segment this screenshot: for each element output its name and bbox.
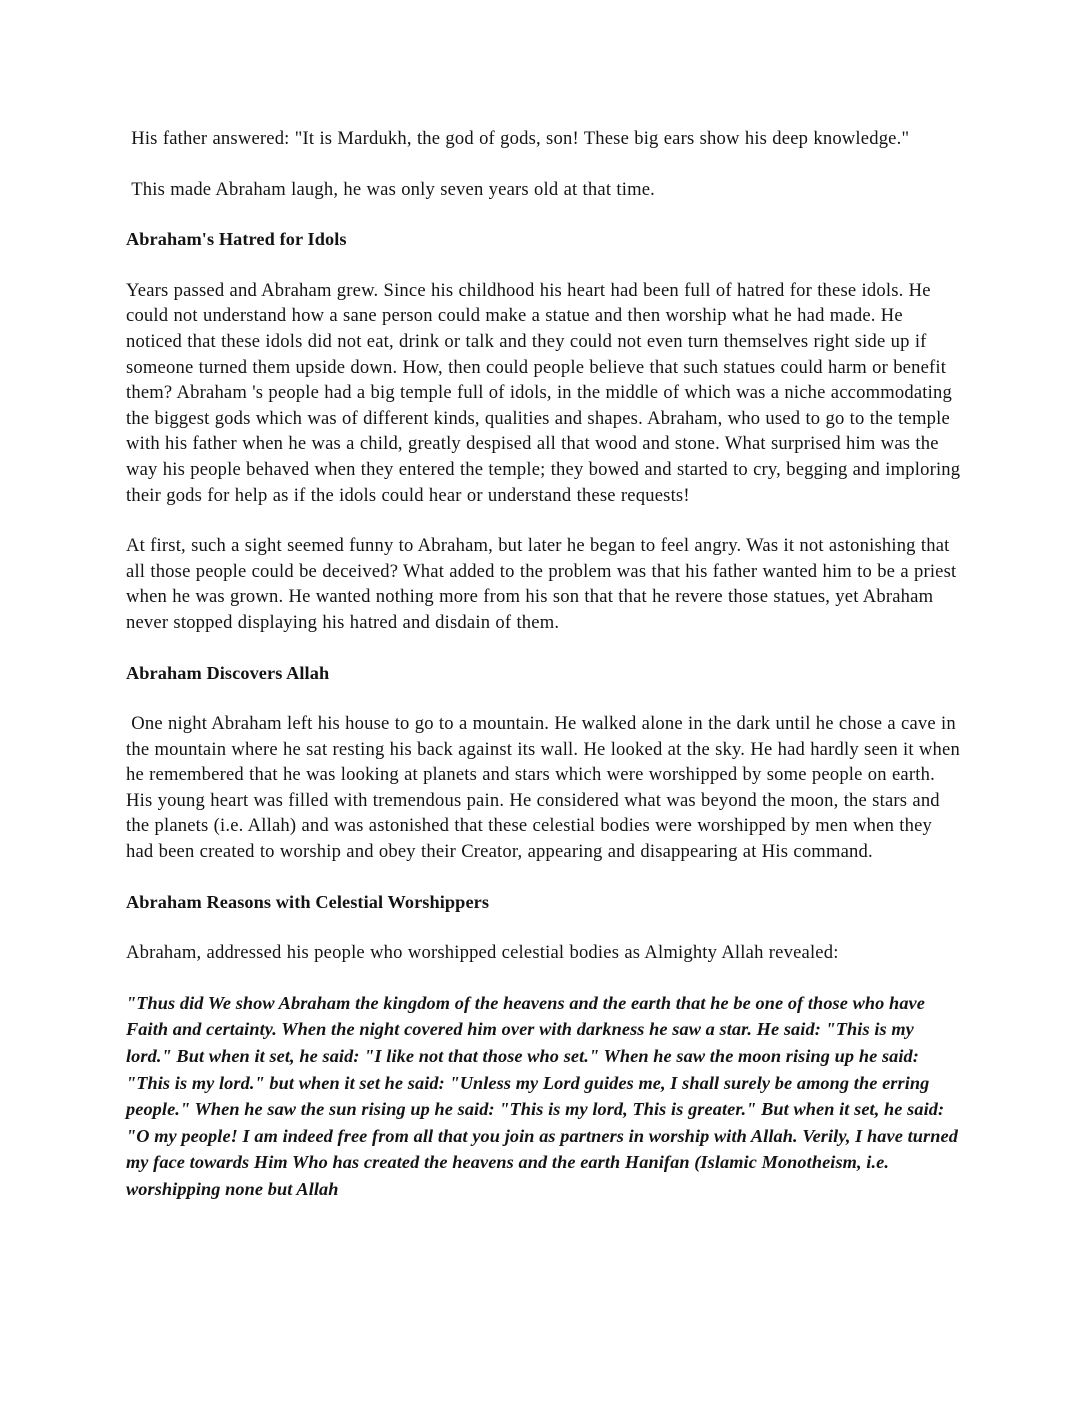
document-text-column [126,126,964,1203]
heading-abraham-reasons-with-celestial-worshippers: Abraham Reasons with Celestial Worshippers [126,891,490,912]
paragraph-fathers-answer: His father answered: "It is Mardukh, the god of gods, son! These big ears show his deep knowledge." [126,128,910,149]
paragraph-abraham-addressed-his-people: Abraham, addressed his people who worshipped celestial bodies as Almighty Allah revealed: [126,942,839,964]
heading-abrahams-hatred-for-idols: Abraham's Hatred for Idols [126,229,347,250]
paragraph-one-night-abraham: One night Abraham left his house to go to a mountain. He walked alone in the dark until he chose a cave in the mountain where he sat resting his back against its wall. He looked at the sky. He had hardly seen it when he remembered that he was looking at planets and stars which were worshipped by some people on earth. His young heart was filled with tremendous pain. He considered what was beyond the moon, the stars and the planets (i.e. Allah) and was astonished that these celestial bodies were worshipped by men when they had been created to worship and obey their Creator, appearing and disappearing at His command. [126,713,966,863]
paragraph-abraham-laugh: This made Abraham laugh, he was only seven years old at that time. [126,178,656,200]
paragraph-at-first-such-a-sight: At first, such a sight seemed funny to Abraham, but later he began to feel angry. Was it not astonishing that all those people could be deceived? What added to the problem was that his father wanted him to be a priest when he was grown. He wanted nothing more from his son that that he revere those statues, yet Abraham never stopped displaying his hatred and disdain of them. [126,535,962,633]
heading-abraham-discovers-allah: Abraham Discovers Allah [126,662,330,683]
blockquote-quranic-verse: "Thus did We show Abraham the kingdom of the heavens and the earth that he be one of those who have Faith and certainty. When the night covered him over with darkness he saw a star. He said: "This is my lord." But when it set, he said: "I like not that those who set." When he saw the moon rising up he said: "This is my lord." but when it set he said: "Unless my Lord guides me, I shall surely be among the erring people." When he saw the sun rising up he said: "This is my lord, This is greater." But when it set, he said: "O my people! I am indeed free from all that you join as partners in worship with Allah. Verily, I have turned my face towards Him Who has created the heavens and the earth Hanifan (Islamic Monotheism, i.e. worshipping none but Allah [126,992,963,1199]
paragraph-years-passed: Years passed and Abraham grew. Since his childhood his heart had been full of hatred for these idols. He could not understand how a sane person could make a statue and then worship what he had made. He noticed that these idols did not eat, drink or talk and they could not even turn themselves right side up if someone turned them upside down. How, then could people believe that such statues could harm or benefit them? Abraham 's people had a big temple full of idols, in the middle of which was a niche accommodating the biggest gods which was of different kinds, qualities and shapes. Abraham, who used to go to the temple with his father when he was a child, greatly despised all that wood and stone. What surprised him was the way his people behaved when they entered the temple; they bowed and started to cry, begging and imploring their gods for help as if the idols could hear or understand these requests! [126,279,966,506]
